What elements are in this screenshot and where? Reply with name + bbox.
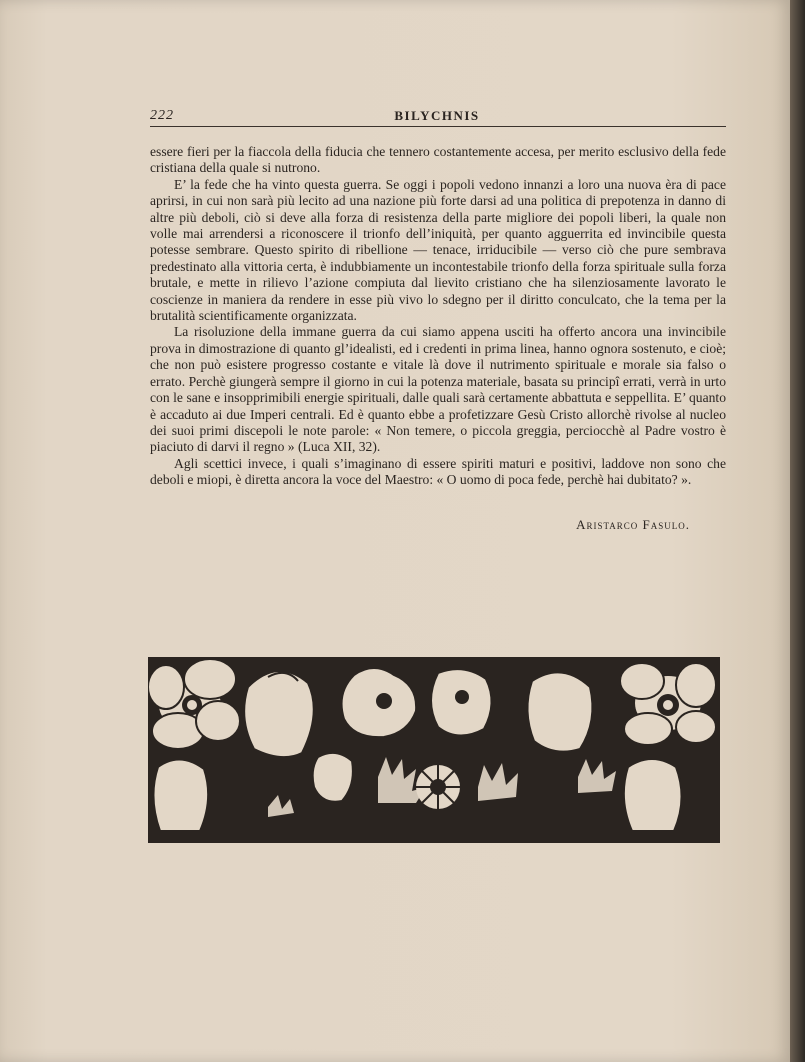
page-number: 222 xyxy=(150,108,174,123)
paragraph: La risoluzione della immane guerra da cui siamo appena usciti ha offerto ancora una invincibile prova in dimostrazione di quanto gl’idealisti, ed i credenti in prima linea, hanno ognora sostenuto, e cioè; che non può esistere progresso costante e vitale là dove il nutrimento spirituale e morale sia falso o errato. Perchè giungerà sempre il giorno in cui la potenza materiale, basata su principî errati, verrà in urto con le sane e insopprimibili energie spirituali, dalle quali sarà certamente abbattuta e seppellita. E’ quanto è accaduto ai due Imperi centrali. Ed è quanto ebbe a profetizzare Gesù Cristo allorchè rivolse al nucleo dei suoi primi discepoli le note parole: « Non temere, o piccola greggia, perciocchè al Padre vostro è piaciuto di darvi il regno » (Luca XII, 32). xyxy=(150,324,726,455)
page-header xyxy=(150,106,724,128)
floral-woodcut-ornament-icon xyxy=(148,657,720,843)
book-spine xyxy=(790,0,805,1062)
paragraph: essere fieri per la fiaccola della fiducia che tennero costantemente accesa, per merito esclusivo della fede cristiana della quale si nutrono. xyxy=(150,144,726,176)
floral-ornament-svg xyxy=(148,657,720,843)
header-rule xyxy=(150,126,726,127)
author-signature: Aristarco Fasulo. xyxy=(576,517,690,532)
article-body xyxy=(150,144,726,489)
paragraph: Agli scettici invece, i quali s’imaginano di essere spiriti maturi e positivi, laddove non sono che deboli e miopi, è diretta ancora la voce del Maestro: « O uomo di poca fede, perchè hai dubitato? ». xyxy=(150,455,726,488)
paragraph: E’ la fede che ha vinto questa guerra. Se oggi i popoli vedono innanzi a loro una nuova èra di pace aprirsi, in cui non sarà più lecito ad una nazione più forte darsi ad una politica di prepotenza in danno di altre più deboli, ciò si deve alla forza di resistenza della parte migliore dei popoli liberi, la quale non volle mai arrendersi a riconoscere il trionfo dell’iniquità, per quanto agguerrita ed invincibile questa potesse sembrare. Questo spirito di ribellione — tenace, irriducibile — verso ciò che pure sembrava predestinato alla vittoria certa, è indubbiamente un incontestabile trionfo della forza spirituale sulla forza brutale, e mette in rilievo l’azione compiuta dal lievito cristiano che ha silenziosamente lavorato le coscienze in maniera da rendere in esse più vivo lo sdegno per il diritto conculcato, che la tema per la brutalità scientificamente organizzata. xyxy=(150,176,726,324)
running-title: BILYCHNIS xyxy=(394,108,480,123)
